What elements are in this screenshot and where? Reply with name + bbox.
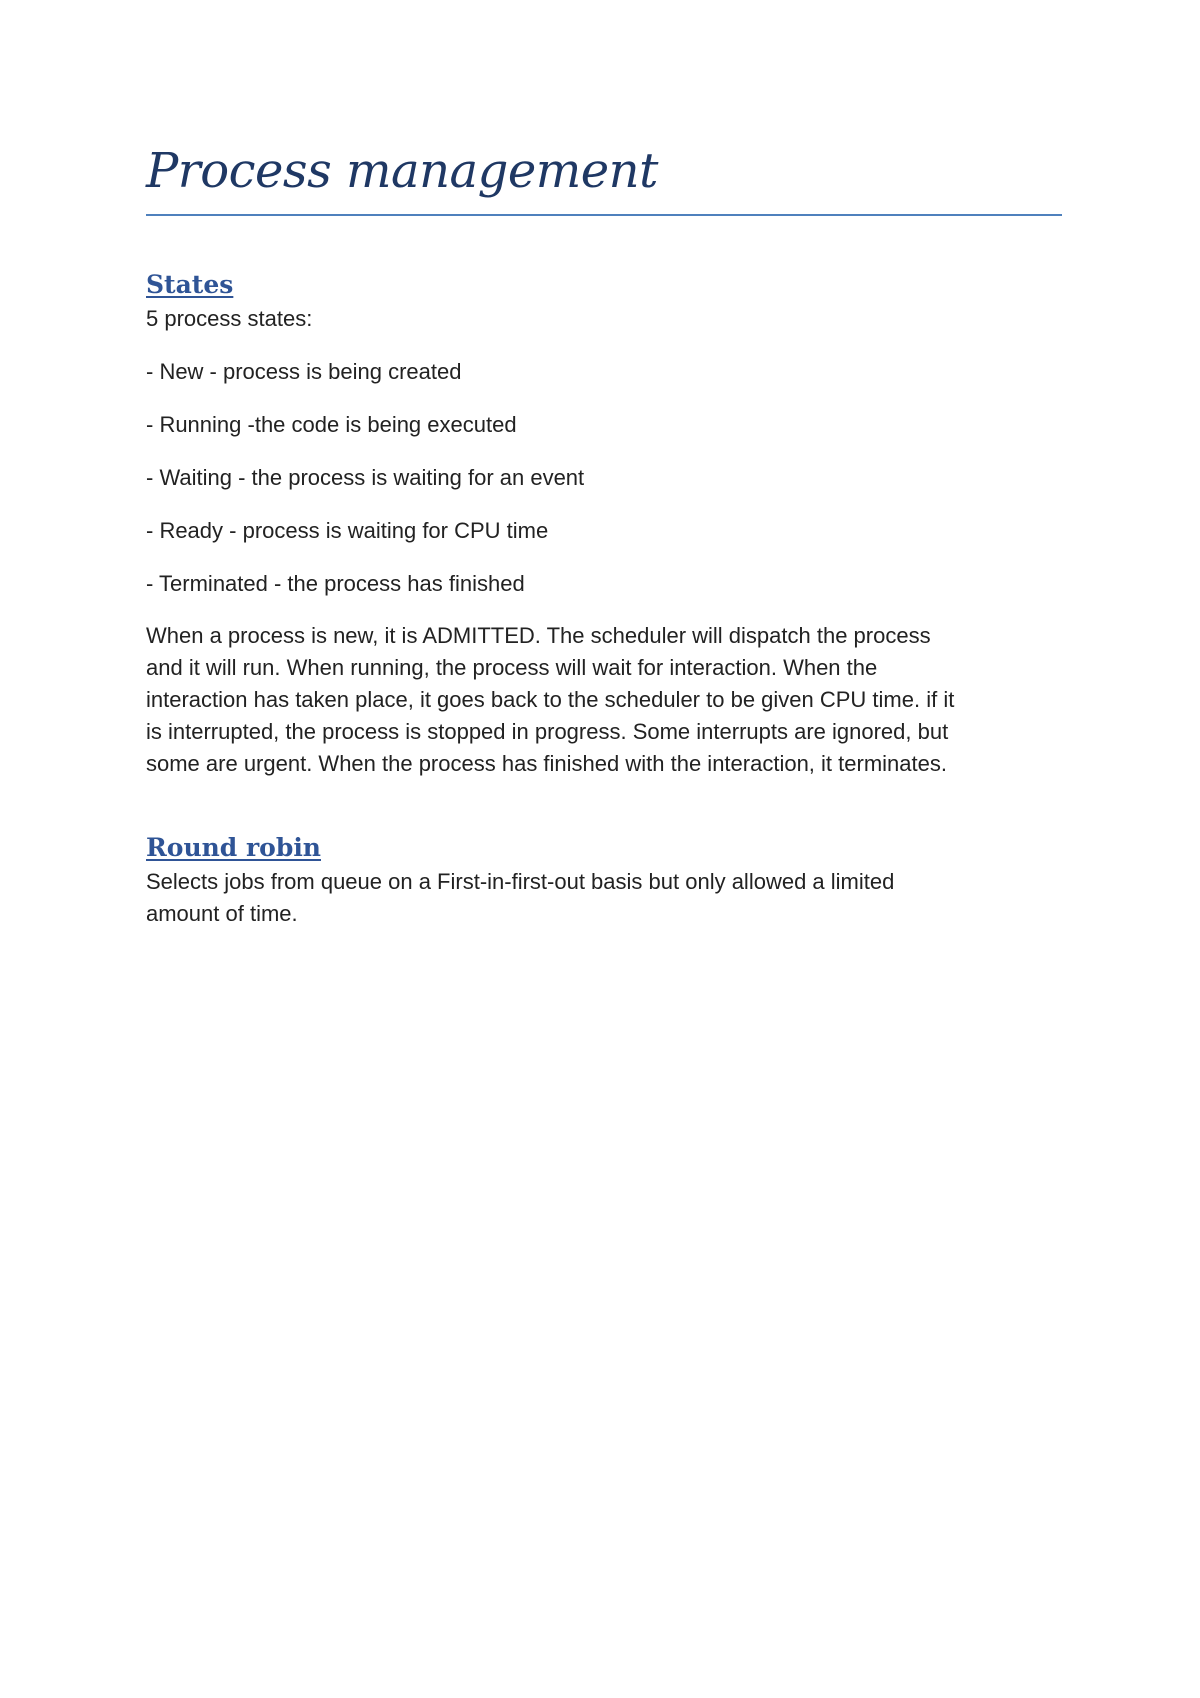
state-list-item: - New - process is being created: [146, 359, 462, 384]
paragraph-line: interaction has taken place, it goes back to the scheduler to be given CPU time. if it: [146, 687, 955, 712]
paragraph-line: amount of time.: [146, 901, 298, 926]
state-list-item: - Terminated - the process has finished: [146, 571, 525, 596]
paragraph-line: When a process is new, it is ADMITTED. The scheduler will dispatch the process: [146, 623, 931, 648]
section-heading-round-robin: Round robin: [146, 833, 321, 862]
state-list-item: - Waiting - the process is waiting for an event: [146, 465, 585, 490]
paragraph-line: some are urgent. When the process has finished with the interaction, it terminates.: [146, 751, 947, 776]
paragraph-line: and it will run. When running, the process will wait for interaction. When the: [146, 655, 878, 680]
paragraph-line: is interrupted, the process is stopped in progress. Some interrupts are ignored, but: [146, 719, 949, 744]
round-robin-paragraph: [146, 866, 894, 930]
section-heading-states: States: [146, 270, 234, 299]
state-list-item: - Ready - process is waiting for CPU time: [146, 518, 549, 543]
page-title: Process management: [146, 143, 658, 199]
title-underline-divider: [146, 214, 1062, 216]
states-explanation-paragraph: [146, 620, 954, 780]
state-list-item: - Running -the code is being executed: [146, 412, 517, 437]
paragraph-line: Selects jobs from queue on a First-in-first-out basis but only allowed a limited: [146, 869, 895, 894]
states-intro-text: 5 process states:: [146, 306, 313, 331]
